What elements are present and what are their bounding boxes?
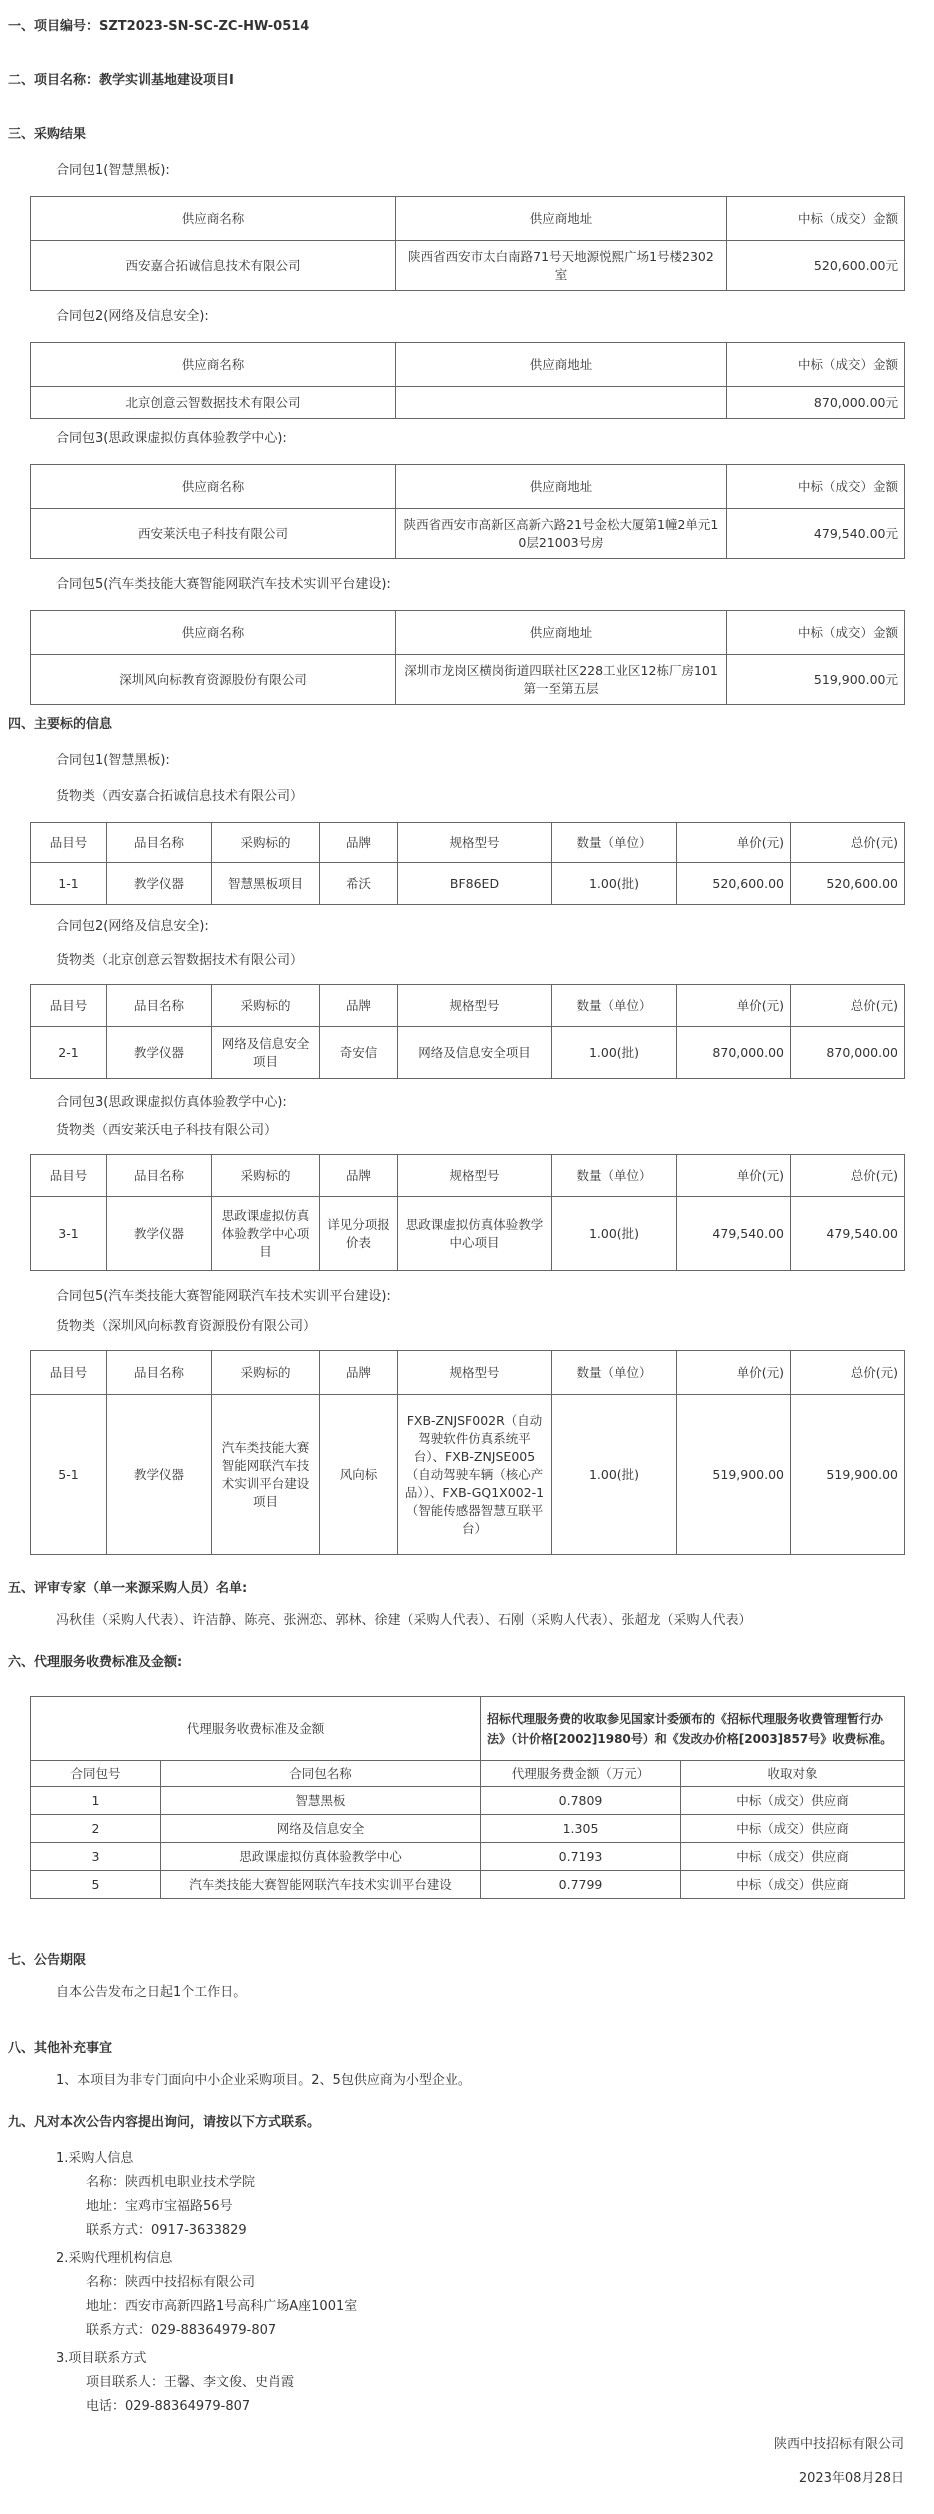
supplier-address: 陕西省西安市高新区高新六路21号金松大厦第1幢2单元10层21003号房	[396, 509, 727, 559]
item-qty: 1.00(批)	[552, 1197, 677, 1271]
supplier-name: 西安莱沃电子科技有限公司	[31, 509, 396, 559]
header-spec: 规格型号	[398, 985, 552, 1027]
item-no: 5-1	[31, 1395, 107, 1555]
agent-name: 名称：陕西中技招标有限公司	[86, 2275, 256, 2290]
supplier-amount: 479,540.00元	[727, 509, 905, 559]
items-category: 货物类（西安莱沃电子科技有限公司）	[56, 1123, 278, 1138]
fee-standard-label: 代理服务收费标准及金额	[31, 1697, 481, 1761]
section-period: 七、公告期限	[8, 1953, 87, 1968]
supplier-address	[396, 387, 727, 419]
header-item-name: 品目名称	[107, 1351, 212, 1395]
item-subject: 汽车类技能大赛智能网联汽车技术实训平台建设项目	[212, 1395, 320, 1555]
supplier-name: 北京创意云智数据技术有限公司	[31, 387, 396, 419]
section-fee: 六、代理服务收费标准及金额:	[8, 1655, 183, 1670]
header-package-no: 合同包号	[31, 1761, 161, 1787]
header-qty: 数量（单位）	[552, 1351, 677, 1395]
section-contact: 九、凡对本次公告内容提出询问，请按以下方式联系。	[8, 2115, 321, 2130]
section-experts: 五、评审专家（单一来源采购人员）名单:	[8, 1581, 248, 1596]
items-table	[30, 984, 905, 1079]
item-name: 教学仪器	[107, 863, 212, 905]
header-supplier-address: 供应商地址	[396, 465, 727, 509]
items-package-label: 合同包1(智慧黑板):	[56, 753, 170, 768]
item-no: 3-1	[31, 1197, 107, 1271]
header-item-no: 品目号	[31, 823, 107, 863]
header-fee-amount: 代理服务费金额（万元）	[481, 1761, 681, 1787]
header-item-no: 品目号	[31, 1155, 107, 1197]
header-supplier-name: 供应商名称	[31, 465, 396, 509]
result-table	[30, 342, 905, 419]
header-item-name: 品目名称	[107, 985, 212, 1027]
header-unit-price: 单价(元)	[677, 985, 791, 1027]
header-qty: 数量（单位）	[552, 985, 677, 1027]
header-amount: 中标（成交）金额	[727, 197, 905, 241]
item-brand: 奇安信	[320, 1027, 398, 1079]
supplier-address: 陕西省西安市太白南路71号天地源悦熙广场1号楼2302室	[396, 241, 727, 291]
header-spec: 规格型号	[398, 1351, 552, 1395]
item-unit-price: 519,900.00	[677, 1395, 791, 1555]
period-text: 自本公告发布之日起1个工作日。	[56, 1985, 247, 2000]
header-total-price: 总价(元)	[791, 1155, 905, 1197]
agent-phone: 联系方式：029-88364979-807	[86, 2323, 277, 2338]
supplier-amount: 520,600.00元	[727, 241, 905, 291]
header-supplier-address: 供应商地址	[396, 197, 727, 241]
fee-payer: 中标（成交）供应商	[681, 1815, 905, 1843]
header-supplier-address: 供应商地址	[396, 343, 727, 387]
fee-amount: 0.7809	[481, 1787, 681, 1815]
result-table	[30, 464, 905, 559]
item-brand: 风向标	[320, 1395, 398, 1555]
items-table	[30, 1350, 905, 1555]
fee-package-no: 5	[31, 1871, 161, 1899]
items-package-label: 合同包3(思政课虚拟仿真体验教学中心):	[56, 1095, 287, 1110]
item-spec: 网络及信息安全项目	[398, 1027, 552, 1079]
result-table	[30, 196, 905, 291]
header-subject: 采购标的	[212, 1155, 320, 1197]
fee-amount: 0.7193	[481, 1843, 681, 1871]
fee-package-name: 网络及信息安全	[161, 1815, 481, 1843]
header-item-no: 品目号	[31, 985, 107, 1027]
item-qty: 1.00(批)	[552, 1395, 677, 1555]
items-category: 货物类（深圳风向标教育资源股份有限公司）	[56, 1319, 317, 1334]
supplier-amount: 519,900.00元	[727, 655, 905, 705]
header-brand: 品牌	[320, 1351, 398, 1395]
header-supplier-name: 供应商名称	[31, 197, 396, 241]
item-total-price: 519,900.00	[791, 1395, 905, 1555]
fee-table	[30, 1696, 905, 1899]
items-package-label: 合同包2(网络及信息安全):	[56, 919, 209, 934]
item-spec: 思政课虚拟仿真体验教学中心项目	[398, 1197, 552, 1271]
header-supplier-name: 供应商名称	[31, 611, 396, 655]
footer-date: 2023年08月28日	[798, 2471, 904, 2486]
section-supplement: 八、其他补充事宜	[8, 2041, 113, 2056]
expert-list: 冯秋佳（采购人代表）、许洁静、陈亮、张洲恋、郭林、徐建（采购人代表）、石刚（采购人代表）、张超龙（采购人代表）	[56, 1613, 752, 1628]
footer-organization: 陕西中技招标有限公司	[773, 2437, 904, 2452]
agent-address: 地址：西安市高新四路1号高科广场A座1001室	[86, 2299, 358, 2314]
item-name: 教学仪器	[107, 1395, 212, 1555]
section-main-items: 四、主要标的信息	[8, 717, 113, 732]
header-total-price: 总价(元)	[791, 985, 905, 1027]
item-brand: 详见分项报价表	[320, 1197, 398, 1271]
header-unit-price: 单价(元)	[677, 823, 791, 863]
header-brand: 品牌	[320, 985, 398, 1027]
fee-amount: 1.305	[481, 1815, 681, 1843]
header-total-price: 总价(元)	[791, 823, 905, 863]
fee-package-name: 思政课虚拟仿真体验教学中心	[161, 1843, 481, 1871]
items-table	[30, 822, 905, 905]
fee-payer: 中标（成交）供应商	[681, 1871, 905, 1899]
project-contact-person: 项目联系人：王馨、李文俊、史肖霞	[86, 2375, 295, 2390]
item-name: 教学仪器	[107, 1197, 212, 1271]
header-subject: 采购标的	[212, 823, 320, 863]
header-amount: 中标（成交）金额	[727, 465, 905, 509]
result-table	[30, 610, 905, 705]
supplier-amount: 870,000.00元	[727, 387, 905, 419]
items-category: 货物类（西安嘉合拓诚信息技术有限公司）	[56, 789, 304, 804]
fee-package-no: 1	[31, 1787, 161, 1815]
supplier-name: 深圳风向标教育资源股份有限公司	[31, 655, 396, 705]
header-subject: 采购标的	[212, 1351, 320, 1395]
header-unit-price: 单价(元)	[677, 1351, 791, 1395]
header-unit-price: 单价(元)	[677, 1155, 791, 1197]
result-package-label: 合同包1(智慧黑板):	[56, 163, 170, 178]
section-procurement-result: 三、采购结果	[8, 127, 87, 142]
buyer-title: 1.采购人信息	[56, 2151, 134, 2166]
item-brand: 希沃	[320, 863, 398, 905]
header-brand: 品牌	[320, 1155, 398, 1197]
fee-standard-text: 招标代理服务费的收取参见国家计委颁布的《招标代理服务收费管理暂行办法》（计价格[2002]1980号）和《发改办价格[2003]857号》收费标准。	[481, 1697, 905, 1761]
items-package-label: 合同包5(汽车类技能大赛智能网联汽车技术实训平台建设):	[56, 1289, 391, 1304]
header-fee-payer: 收取对象	[681, 1761, 905, 1787]
header-item-no: 品目号	[31, 1351, 107, 1395]
header-qty: 数量（单位）	[552, 1155, 677, 1197]
item-total-price: 520,600.00	[791, 863, 905, 905]
item-spec: FXB-ZNJSF002R（自动驾驶软件仿真系统平台）、FXB-ZNJSE005（自动驾驶车辆（核心产品））、FXB-GQ1X002-1（智能传感器智慧互联平台）	[398, 1395, 552, 1555]
fee-amount: 0.7799	[481, 1871, 681, 1899]
item-total-price: 479,540.00	[791, 1197, 905, 1271]
fee-payer: 中标（成交）供应商	[681, 1787, 905, 1815]
buyer-name: 名称：陕西机电职业技术学院	[86, 2175, 256, 2190]
header-item-name: 品目名称	[107, 823, 212, 863]
header-qty: 数量（单位）	[552, 823, 677, 863]
item-spec: BF86ED	[398, 863, 552, 905]
item-subject: 网络及信息安全项目	[212, 1027, 320, 1079]
fee-package-name: 汽车类技能大赛智能网联汽车技术实训平台建设	[161, 1871, 481, 1899]
supplier-name: 西安嘉合拓诚信息技术有限公司	[31, 241, 396, 291]
item-subject: 智慧黑板项目	[212, 863, 320, 905]
buyer-phone: 联系方式：0917-3633829	[86, 2223, 247, 2238]
item-total-price: 870,000.00	[791, 1027, 905, 1079]
item-qty: 1.00(批)	[552, 1027, 677, 1079]
project-number: 一、项目编号：SZT2023-SN-SC-ZC-HW-0514	[8, 19, 310, 34]
project-contact-title: 3.项目联系方式	[56, 2351, 147, 2366]
fee-package-no: 3	[31, 1843, 161, 1871]
fee-package-name: 智慧黑板	[161, 1787, 481, 1815]
fee-package-no: 2	[31, 1815, 161, 1843]
items-category: 货物类（北京创意云智数据技术有限公司）	[56, 953, 304, 968]
header-supplier-address: 供应商地址	[396, 611, 727, 655]
result-package-label: 合同包2(网络及信息安全):	[56, 309, 209, 324]
item-subject: 思政课虚拟仿真体验教学中心项目	[212, 1197, 320, 1271]
result-package-label: 合同包3(思政课虚拟仿真体验教学中心):	[56, 431, 287, 446]
header-subject: 采购标的	[212, 985, 320, 1027]
header-supplier-name: 供应商名称	[31, 343, 396, 387]
header-brand: 品牌	[320, 823, 398, 863]
header-spec: 规格型号	[398, 823, 552, 863]
project-contact-phone: 电话：029-88364979-807	[86, 2399, 251, 2414]
items-table	[30, 1154, 905, 1271]
item-unit-price: 520,600.00	[677, 863, 791, 905]
item-name: 教学仪器	[107, 1027, 212, 1079]
supplier-address: 深圳市龙岗区横岗街道四联社区228工业区12栋厂房101第一至第五层	[396, 655, 727, 705]
fee-payer: 中标（成交）供应商	[681, 1843, 905, 1871]
result-package-label: 合同包5(汽车类技能大赛智能网联汽车技术实训平台建设):	[56, 577, 391, 592]
item-no: 2-1	[31, 1027, 107, 1079]
agent-title: 2.采购代理机构信息	[56, 2251, 173, 2266]
project-name: 二、项目名称：教学实训基地建设项目Ⅰ	[8, 73, 234, 88]
header-amount: 中标（成交）金额	[727, 343, 905, 387]
item-unit-price: 870,000.00	[677, 1027, 791, 1079]
header-amount: 中标（成交）金额	[727, 611, 905, 655]
header-package-name: 合同包名称	[161, 1761, 481, 1787]
item-no: 1-1	[31, 863, 107, 905]
header-spec: 规格型号	[398, 1155, 552, 1197]
header-item-name: 品目名称	[107, 1155, 212, 1197]
buyer-address: 地址：宝鸡市宝福路56号	[86, 2199, 233, 2214]
supplement-text: 1、本项目为非专门面向中小企业采购项目。2、5包供应商为小型企业。	[56, 2073, 471, 2088]
item-unit-price: 479,540.00	[677, 1197, 791, 1271]
header-total-price: 总价(元)	[791, 1351, 905, 1395]
item-qty: 1.00(批)	[552, 863, 677, 905]
